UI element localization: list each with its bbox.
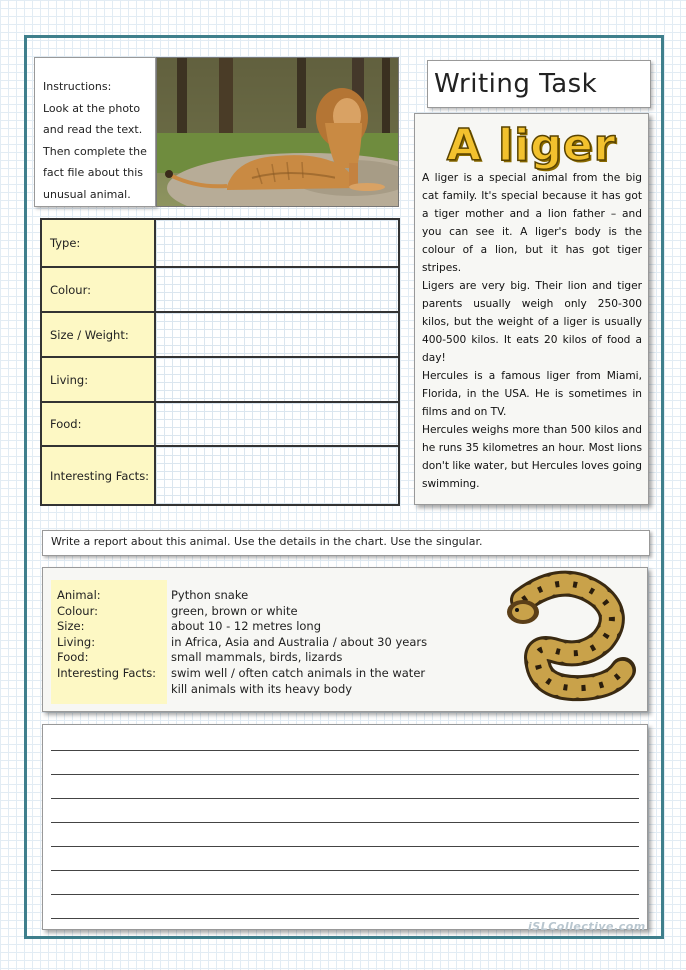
snake-values	[171, 588, 501, 697]
writing-line	[51, 798, 639, 799]
snake-label: Size:	[57, 619, 85, 634]
writing-line	[51, 846, 639, 847]
snake-value: about 10 - 12 metres long	[171, 619, 322, 634]
fact-input-food[interactable]	[156, 403, 398, 445]
writing-line	[51, 774, 639, 775]
snake-value: small mammals, birds, lizards	[171, 650, 343, 665]
article-paragraph: Hercules weighs more than 500 kilos and he runs 35 kilometres an hour. Most lions don't like water, but Hercules loves going swimming.	[422, 424, 642, 490]
snake-value: green, brown or white	[171, 603, 298, 618]
snake-value: kill animals with its heavy body	[171, 681, 353, 696]
fact-label: Living:	[42, 358, 156, 401]
fact-row-food	[42, 403, 398, 447]
instructions-line: Look at the photo	[43, 101, 141, 115]
fact-input-interesting[interactable]	[156, 447, 398, 504]
fact-file-table	[40, 218, 400, 506]
snake-label: Living:	[57, 634, 96, 649]
snake-value: Python snake	[171, 588, 249, 602]
fact-label: Food:	[42, 403, 156, 445]
article-body	[422, 169, 642, 493]
snake-labels	[51, 580, 167, 704]
snake-value: swim well / often catch animals in the water	[171, 665, 426, 680]
article-paragraph: A liger is a special animal from the big cat family. It's special because it has got a tiger mother and a lion father – and you can see it. A liger's body is the colour of a lion, but it has got tiger stripes.	[422, 172, 642, 274]
writing-line	[51, 750, 639, 751]
fact-row-colour	[42, 268, 398, 313]
fact-row-interesting	[42, 447, 398, 504]
article-paragraph: Ligers are very big. Their lion and tiger parents usually weigh only 250-300 kilos, but the weight of a liger is usually 400-500 kilos. It eats 20 kilos of food a day!	[422, 280, 642, 364]
liger-photo	[156, 57, 399, 207]
snake-value: in Africa, Asia and Australia / about 30 years	[171, 634, 428, 649]
snake-label: Animal:	[57, 588, 101, 602]
snake-label: Interesting Facts:	[57, 665, 157, 680]
writing-area[interactable]	[42, 724, 648, 930]
article-headline: A liger	[446, 120, 617, 171]
instructions-box	[34, 57, 156, 207]
fact-row-type	[42, 220, 398, 268]
fact-input-living[interactable]	[156, 358, 398, 401]
fact-input-colour[interactable]	[156, 268, 398, 311]
fact-label: Type:	[42, 220, 156, 266]
fact-row-size	[42, 313, 398, 358]
task-instruction: Write a report about this animal. Use the details in the chart. Use the singular.	[42, 530, 650, 556]
writing-line	[51, 918, 639, 919]
instructions-line: Instructions:	[43, 80, 112, 93]
fact-label: Colour:	[42, 268, 156, 311]
article-box	[414, 113, 649, 505]
instructions-line: and read the text.	[43, 123, 143, 136]
writing-line	[51, 894, 639, 895]
watermark: iSLCollective.com	[528, 920, 646, 933]
fact-row-living	[42, 358, 398, 403]
fact-label: Size / Weight:	[42, 313, 156, 356]
snake-info-box	[42, 567, 648, 712]
instructions-line: fact file about this	[43, 166, 144, 179]
snake-label: Colour:	[57, 603, 98, 618]
writing-line	[51, 822, 639, 823]
article-paragraph: Hercules is a famous liger from Miami, Florida, in the USA. He is sometimes in films and on TV.	[422, 370, 642, 418]
python-snake-image	[483, 570, 643, 710]
instructions-line: unusual animal.	[43, 187, 131, 201]
snake-label: Food:	[57, 650, 89, 665]
fact-input-type[interactable]	[156, 220, 398, 266]
page-title: Writing Task	[427, 60, 651, 108]
fact-input-size[interactable]	[156, 313, 398, 356]
writing-line	[51, 870, 639, 871]
fact-label: Interesting Facts:	[42, 447, 156, 504]
instructions-line: Then complete the	[43, 144, 147, 158]
